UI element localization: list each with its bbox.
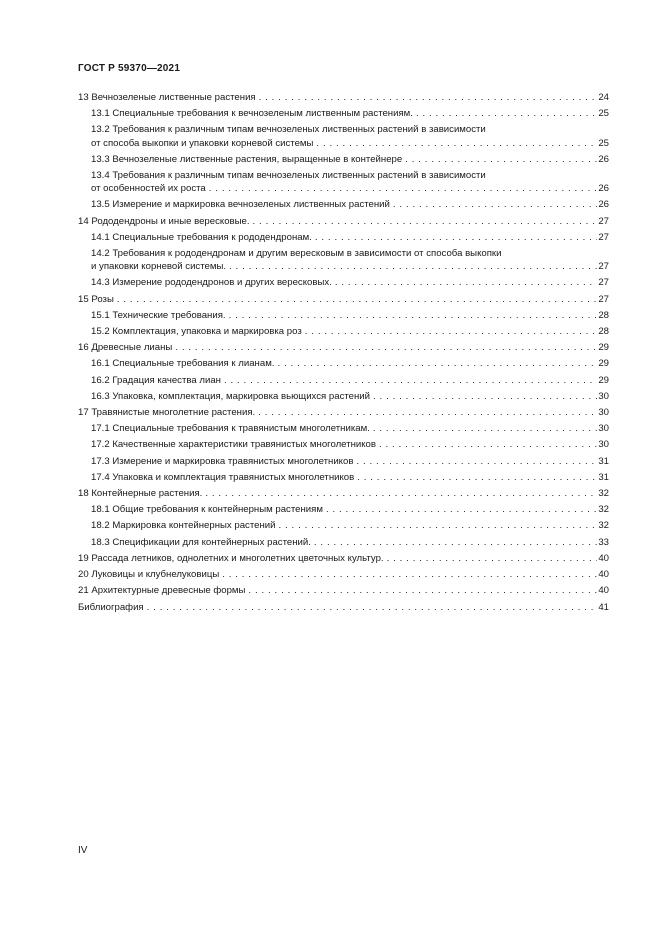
toc-entry-title: 15 Розы (78, 293, 114, 305)
toc-entry-page: 32 (598, 520, 609, 532)
dot-leader (224, 374, 597, 387)
toc-entry-page: 28 (598, 326, 609, 338)
toc-entry-title: 14.1 Специальные требования к рододендронам. (91, 231, 312, 243)
dot-leader (205, 487, 597, 500)
dot-leader (387, 552, 598, 565)
dot-leader (316, 137, 597, 150)
toc-subsection-entry[interactable] (78, 390, 609, 403)
toc-subsection-entry[interactable] (78, 247, 609, 273)
toc-entry-title: 18 Контейнерные растения. (78, 488, 203, 500)
dot-leader (373, 422, 597, 435)
dot-leader (335, 276, 598, 289)
toc-entry-title: и упаковки корневой системы. (91, 261, 227, 273)
toc-section-entry[interactable] (78, 584, 609, 597)
toc-entry-page: 25 (598, 137, 609, 149)
dot-leader (258, 406, 597, 419)
dot-leader (117, 293, 597, 306)
toc-entry-title: 15.2 Комплектация, упаковка и маркировка роз (91, 326, 302, 338)
toc-entry-title: 13 Вечнозеленые лиственные растения (78, 92, 256, 103)
toc-subsection-entry[interactable] (78, 198, 609, 211)
page-number: IV (78, 845, 88, 856)
toc-entry-page: 28 (598, 309, 609, 321)
toc-entry-title-first-line: 13.2 Требования к различным типам вечнозеленых лиственных растений в зависимости (91, 124, 486, 136)
toc-entry-title-first-line: 14.2 Требования к рододендронам и другим вересковым в зависимости от способа выкопки (91, 248, 502, 260)
toc-entry-page: 40 (598, 552, 609, 564)
toc-subsection-entry[interactable] (78, 357, 609, 370)
toc-entry-title: от особенностей их роста (91, 183, 206, 195)
toc-entry-title: 14.3 Измерение рододендронов и других вересковых. (91, 277, 332, 289)
dot-leader (253, 215, 598, 228)
toc-entry-title: 19 Рассада летников, однолетних и многолетних цветочных культур. (78, 552, 384, 564)
toc-subsection-entry[interactable] (78, 276, 609, 289)
toc-entry-title: 17.2 Качественные характеристики травянистых многолетников (91, 439, 376, 451)
toc-section-entry[interactable] (78, 568, 609, 581)
toc-subsection-entry[interactable] (78, 519, 609, 532)
dot-leader (222, 568, 597, 581)
dot-leader (305, 325, 598, 338)
dot-leader (326, 503, 597, 516)
toc-entry-page: 24 (598, 92, 609, 103)
toc-entry-page: 26 (598, 153, 609, 165)
toc-entry-page: 40 (598, 569, 609, 581)
table-of-contents (78, 91, 609, 617)
dot-leader (356, 455, 597, 468)
toc-subsection-entry[interactable] (78, 438, 609, 451)
dot-leader (209, 182, 598, 195)
toc-entry-title: 16.1 Специальные требования к лианам. (91, 358, 275, 370)
dot-leader (229, 309, 598, 322)
toc-entry-page: 29 (598, 358, 609, 370)
toc-entry-title: 20 Луковицы и клубнелуковицы (78, 569, 220, 581)
toc-subsection-entry[interactable] (78, 455, 609, 468)
toc-entry-page: 29 (598, 342, 609, 354)
toc-entry-page: 27 (598, 277, 609, 289)
dot-leader (416, 107, 597, 120)
toc-entry-title-first-line: 13.4 Требования к различным типам вечнозеленых лиственных растений в зависимости (91, 170, 486, 182)
toc-entry-title: 13.5 Измерение и маркировка вечнозеленых лиственных растений (91, 199, 390, 211)
toc-section-entry[interactable] (78, 552, 609, 565)
dot-leader (405, 153, 597, 166)
dot-leader (373, 390, 597, 403)
toc-entry-page: 26 (598, 183, 609, 195)
toc-entry-page: 29 (598, 374, 609, 386)
toc-subsection-entry[interactable] (78, 325, 609, 338)
toc-entry-page: 32 (598, 504, 609, 516)
dot-leader (279, 519, 598, 532)
toc-entry-title: 18.1 Общие требования к контейнерным растениям (91, 504, 323, 516)
toc-entry-title: 21 Архитектурные древесные формы (78, 585, 246, 597)
toc-entry-title: 16.2 Градация качества лиан (91, 374, 221, 386)
toc-entry-title: 13.1 Специальные требования к вечнозеленым лиственным растениям. (91, 108, 413, 120)
toc-section-entry[interactable] (78, 406, 609, 419)
toc-entry-title: 17 Травянистые многолетние растения. (78, 407, 256, 419)
dot-leader (175, 341, 597, 354)
dot-leader (229, 260, 597, 273)
dot-leader (248, 584, 597, 597)
toc-subsection-entry[interactable] (78, 107, 609, 120)
toc-entry-page: 32 (598, 488, 609, 500)
toc-entry-page: 40 (598, 585, 609, 597)
toc-entry-page: 27 (598, 293, 609, 305)
toc-entry-page: 27 (598, 231, 609, 243)
toc-entry-page: 26 (598, 199, 609, 211)
toc-entry-page: 27 (598, 261, 609, 273)
toc-entry-title: 18.3 Спецификации для контейнерных растений. (91, 536, 311, 548)
dot-leader (379, 438, 597, 451)
toc-subsection-entry[interactable] (78, 231, 609, 244)
dot-leader (277, 357, 597, 370)
toc-entry-page: 25 (598, 108, 609, 120)
toc-entry-page: 31 (598, 471, 609, 483)
dot-leader (393, 198, 597, 211)
toc-subsection-entry[interactable] (78, 503, 609, 516)
toc-section-entry[interactable] (78, 293, 609, 306)
toc-entry-title: 14 Рододендроны и иные вересковые. (78, 215, 250, 227)
dot-leader (357, 471, 597, 484)
toc-section-entry[interactable] (78, 91, 609, 104)
toc-entry-title: 17.4 Упаковка и комплектация травянистых многолетников (91, 471, 355, 483)
toc-entry-page: 33 (598, 536, 609, 548)
toc-subsection-entry[interactable] (78, 471, 609, 484)
toc-entry-page: 41 (598, 601, 609, 613)
toc-section-entry[interactable] (78, 601, 609, 614)
toc-entry-title: 16.3 Упаковка, комплектация, маркировка вьющихся растений (91, 390, 371, 402)
toc-subsection-entry[interactable] (78, 309, 609, 322)
toc-subsection-entry[interactable] (78, 169, 609, 195)
dot-leader (147, 601, 598, 614)
dot-leader (314, 536, 597, 549)
toc-entry-title: 13.3 Вечнозеленые лиственные растения, выращенные в контейнере (91, 153, 403, 165)
toc-subsection-entry[interactable] (78, 536, 609, 549)
toc-entry-page: 31 (598, 455, 609, 467)
document-code: ГОСТ Р 59370—2021 (78, 63, 181, 74)
toc-entry-title: от способа выкопки и упаковки корневой системы (91, 137, 314, 149)
toc-entry-page: 30 (598, 423, 609, 435)
toc-subsection-entry[interactable] (78, 123, 609, 149)
dot-leader (259, 91, 598, 104)
toc-subsection-entry[interactable] (78, 153, 609, 166)
toc-entry-page: 30 (598, 390, 609, 402)
toc-section-entry[interactable] (78, 341, 609, 354)
toc-entry-title: Библиография (78, 601, 144, 613)
toc-entry-title: 17.1 Специальные требования к травянистым многолетникам. (91, 423, 370, 435)
toc-subsection-entry[interactable] (78, 374, 609, 387)
toc-section-entry[interactable] (78, 487, 609, 500)
toc-section-entry[interactable] (78, 215, 609, 228)
toc-entry-page: 30 (598, 407, 609, 419)
dot-leader (315, 231, 597, 244)
toc-subsection-entry[interactable] (78, 422, 609, 435)
toc-entry-title: 17.3 Измерение и маркировка травянистых многолетников (91, 455, 354, 467)
toc-entry-title: 15.1 Технические требования. (91, 309, 226, 321)
toc-entry-title: 16 Древесные лианы (78, 342, 173, 354)
toc-entry-page: 27 (598, 215, 609, 227)
toc-entry-title: 18.2 Маркировка контейнерных растений (91, 520, 276, 532)
toc-entry-page: 30 (598, 439, 609, 451)
